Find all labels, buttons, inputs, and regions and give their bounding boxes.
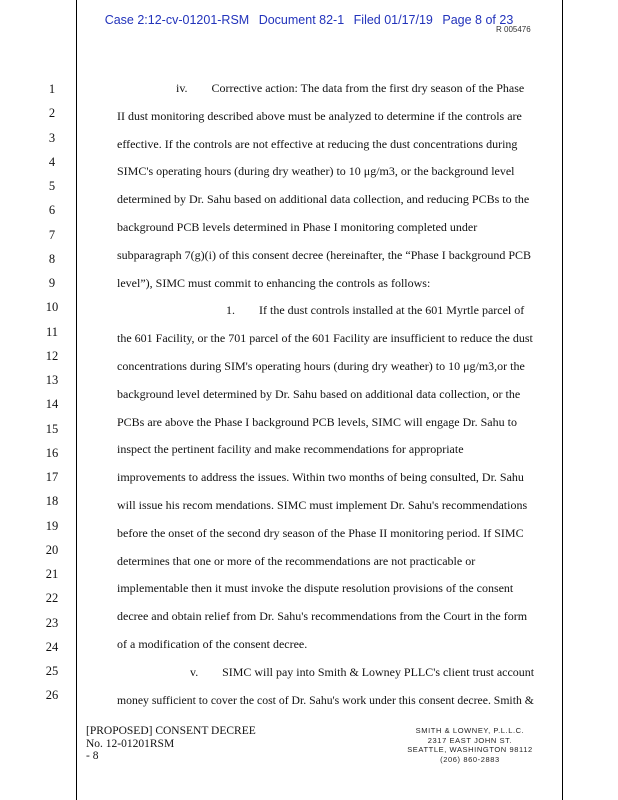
body-line: will issue his recom mendations. SIMC must implement Dr. Sahu's recommendations	[117, 498, 528, 512]
right-margin-rule	[562, 0, 563, 800]
line-number: 21	[45, 567, 59, 581]
footer-caption	[86, 725, 256, 763]
footer-title: [PROPOSED] CONSENT DECREE	[86, 725, 256, 737]
bates-number: R 005476	[496, 25, 531, 34]
body-line: level”), SIMC must commit to enhancing the controls as follows:	[117, 275, 431, 290]
line-number: 1	[48, 82, 56, 96]
line-number: 12	[45, 348, 59, 363]
body-line: 1. If the dust controls installed at the 601 Myrtle parcel of	[226, 303, 525, 318]
line-number: 16	[45, 445, 59, 460]
line-number: 5	[48, 179, 56, 193]
firm-address-block	[390, 726, 550, 764]
line-number: 17	[45, 470, 59, 484]
line-number: 6	[48, 203, 56, 218]
body-line: before the onset of the second dry season of the Phase II monitoring period. If SIMC	[117, 525, 524, 540]
line-number: 10	[45, 300, 59, 315]
body-line: concentrations during SIM's operating hours (during dry weather) to 10 μg/m3,or the	[117, 359, 525, 373]
line-number: 25	[45, 664, 59, 678]
body-line: SIMC's operating hours (during dry weather) to 10 μg/m3, or the background level	[117, 164, 515, 179]
footer-page-number: - 8	[86, 750, 99, 762]
line-number: 11	[45, 324, 59, 339]
firm-address-line-1: 2317 EAST JOHN ST.	[427, 735, 513, 745]
line-number: 20	[45, 542, 59, 557]
line-number: 3	[48, 130, 56, 145]
body-line: improvements to address the issues. Within two months of being consulted, Dr. Sahu	[117, 470, 524, 485]
document-number: Document 82-1	[258, 13, 345, 27]
case-number: Case 2:12-cv-01201-RSM	[104, 13, 250, 27]
page-indicator: Page 8 of 23	[442, 13, 514, 27]
line-number: 23	[45, 615, 59, 630]
body-line: iv. Corrective action: The data from the first dry season of the Phase	[176, 81, 525, 95]
left-margin-rule	[76, 0, 77, 800]
body-line: background PCB levels determined in Phase I monitoring completed under	[117, 220, 478, 234]
body-line: v. SIMC will pay into Smith & Lowney PLLC's client trust account	[190, 664, 535, 679]
body-line: money sufficient to cover the cost of Dr. Sahu's work under this consent decree. Smith &	[117, 692, 534, 707]
line-number: 24	[45, 639, 59, 654]
body-line: determines that one or more of the recommendations are not practicable or	[117, 553, 476, 568]
firm-phone: (206) 860-2883	[440, 754, 500, 764]
line-number: 13	[45, 373, 59, 387]
line-number: 2	[48, 106, 56, 121]
body-line: II dust monitoring described above must be analyzed to determine if the controls are	[117, 108, 522, 123]
line-number: 26	[45, 688, 59, 703]
body-line: background level determined by Dr. Sahu based on additional data collection, or the	[117, 386, 521, 401]
firm-address-line-2: SEATTLE, WASHINGTON 98112	[407, 745, 533, 754]
body-line: the 601 Facility, or the 701 parcel of the 601 Facility are insufficient to reduce the dust	[117, 331, 533, 346]
body-line: of a modification of the consent decree.	[117, 637, 308, 651]
body-line: effective. If the controls are not effective at reducing the dust concentrations during	[117, 136, 518, 151]
body-line: inspect the pertinent facility and make recommendations for appropriate	[117, 442, 464, 457]
body-line: PCBs are above the Phase I background PCB levels, SIMC will engage Dr. Sahu to	[117, 414, 517, 429]
line-number: 4	[48, 154, 56, 169]
line-number: 7	[48, 227, 56, 242]
body-line: determined by Dr. Sahu based on additional data collection, and reducing PCBs to the	[117, 192, 530, 207]
line-number: 15	[45, 421, 59, 436]
body-line: implementable then it must invoke the dispute resolution provisions of the consent	[117, 581, 514, 596]
line-number: 14	[45, 397, 59, 412]
line-number: 18	[45, 494, 59, 509]
firm-name: SMITH & LOWNEY, P.L.L.C.	[415, 726, 525, 735]
line-number: 8	[48, 251, 56, 266]
filed-date: Filed 01/17/19	[353, 13, 433, 27]
footer-case-number: No. 12-01201RSM	[86, 737, 175, 750]
body-line: subparagraph 7(g)(i) of this consent decree (hereinafter, the “Phase I background PCB	[117, 247, 532, 262]
line-number: 22	[45, 591, 59, 606]
body-line: decree and obtain relief from Dr. Sahu's recommendations from the Court in the form	[117, 609, 528, 624]
line-number: 9	[48, 276, 56, 290]
line-number: 19	[45, 518, 59, 533]
